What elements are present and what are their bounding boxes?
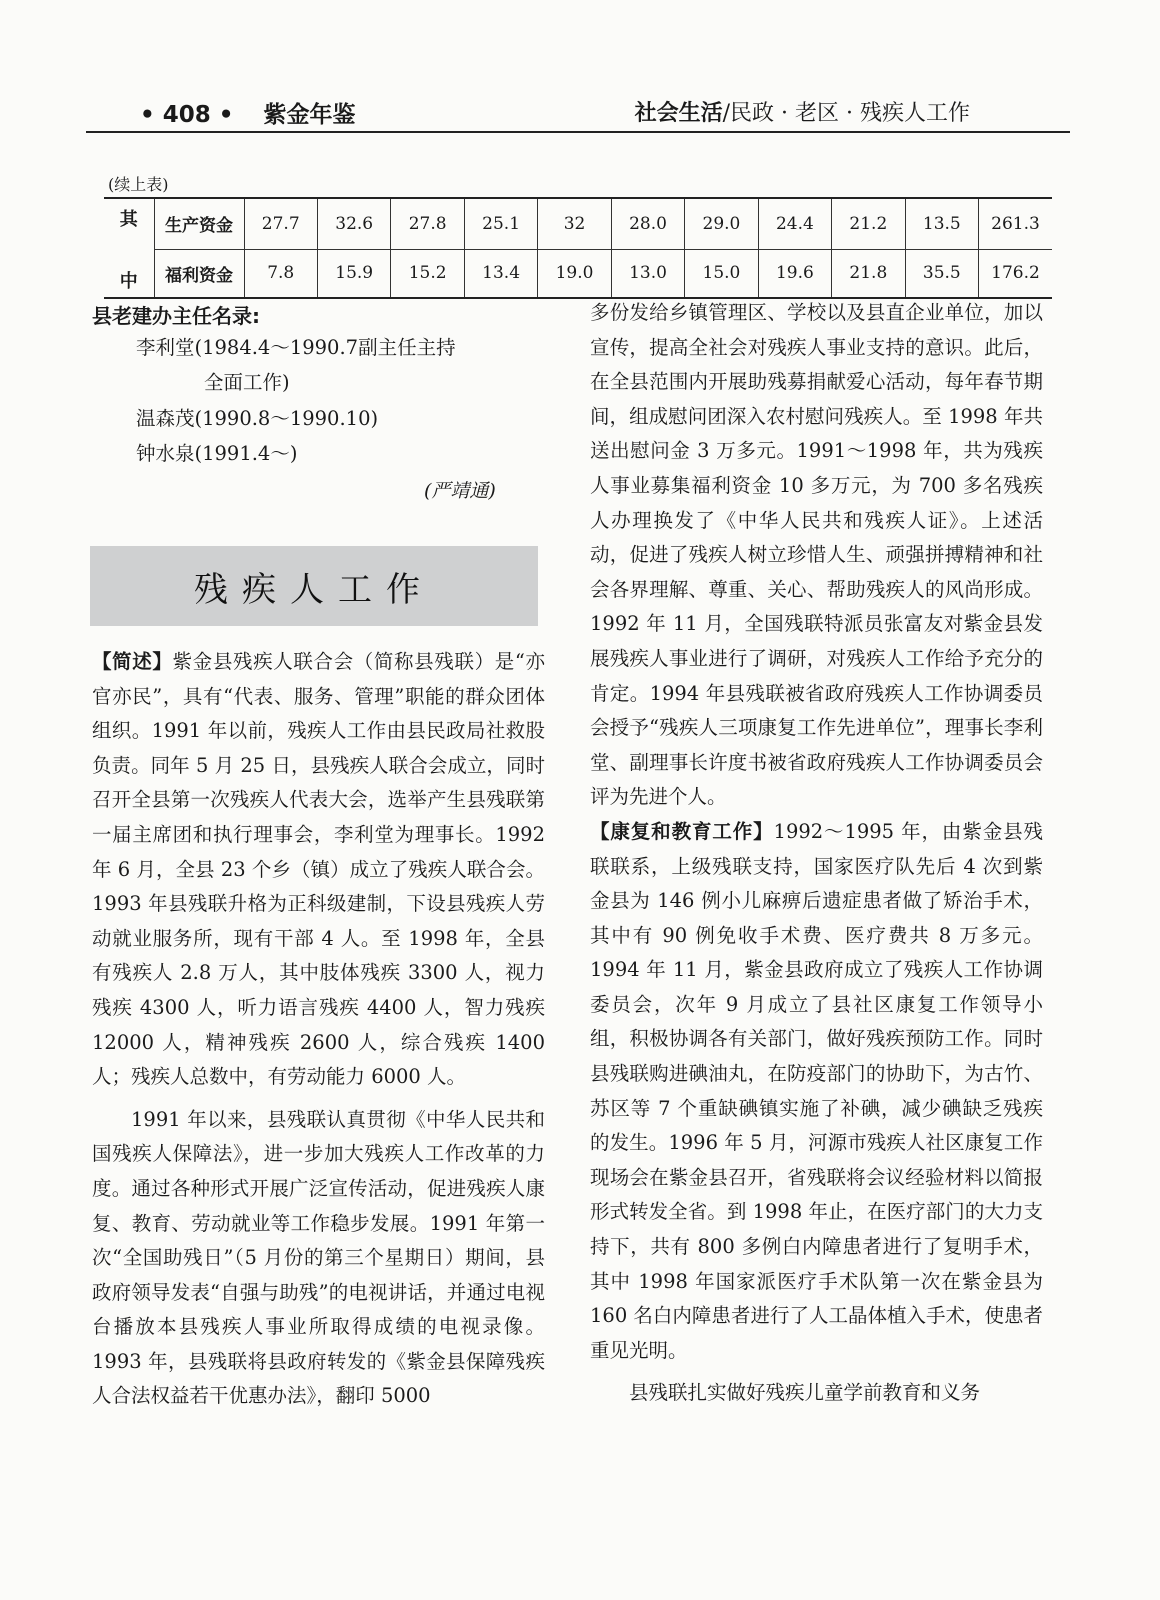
table-cell: 15.9	[317, 249, 390, 298]
directors-title: 县老建办主任名录:	[92, 304, 260, 328]
paragraph-text: 多份发给乡镇管理区、学校以及县直企业单位，加以宣传，提高全社会对残疾人事业支持的意识。此后，在全县范围内开展助残募捐献爱心活动，每年春节期间，组成慰问团深入农村慰问残疾人。至 1998 年共送出慰问金 3 万多元。1991～1998 年，共为残疾人事业募集福利资金 10 多万元，为 700 多名残疾人办理换发了《中华人民共和残疾人证》。上述活动，促进了残疾人树立珍惜人生、顽强拼搏精神和社会各界理解、尊重、关心、帮助残疾人的风尚形成。1992 年 11 月，全国残联特派员张富友对紫金县发展残疾人事业进行了调研，对残疾人工作给予充分的肯定。1994 年县残联被省政府残疾人工作协调委员会授予“残疾人三项康复工作先进单位”，理事长李利堂、副理事长许度书被省政府残疾人工作协调委员会评为先进个人。	[590, 301, 1043, 809]
paragraph	[92, 645, 545, 1095]
table-cell: 32.6	[317, 198, 390, 249]
running-header-left	[140, 96, 355, 129]
table-cell: 15.0	[685, 249, 758, 298]
table-cell: 13.0	[611, 249, 684, 298]
table-cell: 261.3	[979, 198, 1052, 249]
table-cell: 13.5	[905, 198, 978, 249]
table-cell: 25.1	[464, 198, 537, 249]
table-cell: 24.4	[758, 198, 831, 249]
paragraph	[590, 815, 1043, 1369]
paragraph-heading: 【康复和教育工作】	[590, 819, 774, 843]
director-entry: 钟水泉(1991.4～)	[136, 442, 298, 465]
table-continued-label: (续上表)	[108, 175, 169, 194]
table-cell: 7.8	[244, 249, 317, 298]
header-rule	[86, 131, 1070, 133]
paragraph	[590, 296, 1043, 815]
table-row	[104, 249, 1052, 298]
table-cell: 28.0	[611, 198, 684, 249]
book-title: 紫金年鉴	[263, 102, 356, 128]
section-sub: /民政 · 老区 · 残疾人工作	[722, 101, 970, 126]
table-cell: 27.8	[391, 198, 464, 249]
author-credit: (严靖通)	[424, 480, 496, 502]
paragraph	[590, 1376, 1043, 1411]
row-label: 生产资金	[154, 198, 244, 249]
table-cell: 32	[538, 198, 611, 249]
director-entry: 全面工作)	[204, 371, 290, 394]
section-banner	[90, 546, 538, 626]
paragraph-text: 县残联扎实做好残疾儿童学前教育和义务	[629, 1381, 981, 1405]
table-cell: 13.4	[464, 249, 537, 298]
page-number: • 408 •	[140, 102, 234, 128]
row-label: 福利资金	[154, 249, 244, 298]
table-cell: 15.2	[391, 249, 464, 298]
table-row	[104, 198, 1052, 249]
table-cell: 21.8	[832, 249, 905, 298]
director-entry: 温森茂(1990.8～1990.10)	[136, 407, 379, 430]
table-cell: 29.0	[685, 198, 758, 249]
paragraph-text: 1992～1995 年，由紫金县残联联系，上级残联支持，国家医疗队先后 4 次到紫金县为 146 例小儿麻痹后遗症患者做了矫治手术，其中有 90 例免收手术费、医疗费共 8 万多元。1994 年 11 月，紫金县政府成立了残疾人工作协调委员会，次年 9 月成立了县社区康复工作领导小组，积极协调各有关部门，做好残疾预防工作。同时县残联购进碘油丸，在防疫部门的协助下，为古竹、苏区等 7 个重缺碘镇实施了补碘，减少碘缺乏残疾的发生。1996 年 5 月，河源市残疾人社区康复工作现场会在紫金县召开，省残联将会议经验材料以简报形式转发全省。到 1998 年止，在医疗部门的大力支持下，共有 800 多例白内障患者进行了复明手术，其中 1998 年国家派医疗手术队第一次在紫金县为 160 名白内障患者进行了人工晶体植入手术，使患者重见光明。	[590, 819, 1043, 1362]
table-cell: 21.2	[832, 198, 905, 249]
table-cell: 27.7	[244, 198, 317, 249]
table-cell: 35.5	[905, 249, 978, 298]
paragraph-text: 紫金县残疾人联合会（简称县残联）是“亦官亦民”，具有“代表、服务、管理”职能的群众团体组织。1991 年以前，残疾人工作由县民政局社救股负责。同年 5 月 25 日，县残疾人联合会成立，同时召开全县第一次残疾人代表大会，选举产生县残联第一届主席团和执行理事会，李利堂为理事长。1992 年 6 月，全县 23 个乡（镇）成立了残疾人联合会。1993 年县残联升格为正科级建制，下设县残疾人劳动就业服务所，现有干部 4 人。至 1998 年，全县有残疾人 2.8 万人，其中肢体残疾 3300 人，视力残疾 4300 人，听力语言残疾 4400 人，智力残疾 12000 人，精神残疾 2600 人，综合残疾 1400 人；残疾人总数中，有劳动能力 6000 人。	[92, 650, 545, 1089]
left-column	[92, 645, 545, 1414]
section-title: 残疾人工作	[194, 569, 434, 610]
running-header-right	[635, 96, 970, 127]
table-cell: 19.0	[538, 249, 611, 298]
paragraph-heading: 【简述】	[92, 650, 173, 673]
paragraph	[92, 1103, 545, 1414]
director-entry: 李利堂(1984.4～1990.7副主任主持	[136, 336, 456, 359]
section-main: 社会生活	[634, 101, 723, 126]
table-cell: 176.2	[979, 249, 1052, 298]
funds-table	[104, 197, 1052, 299]
table-cell: 19.6	[758, 249, 831, 298]
right-column	[590, 296, 1043, 1411]
paragraph-text: 1991 年以来，县残联认真贯彻《中华人民共和国残疾人保障法》，进一步加大残疾人工作改革的力度。通过各种形式开展广泛宣传活动，促进残疾人康复、教育、劳动就业等工作稳步发展。1991 年第一次“全国助残日”（5 月份的第三个星期日）期间，县政府领导发表“自强与助残”的电视讲话，并通过电视台播放本县残疾人事业所取得成绩的电视录像。1993 年，县残联将县政府转发的《紫金县保障残疾人合法权益若干优惠办法》，翻印 5000	[92, 1107, 545, 1408]
group-label: 其	[104, 198, 154, 249]
group-label: 中	[104, 249, 154, 298]
